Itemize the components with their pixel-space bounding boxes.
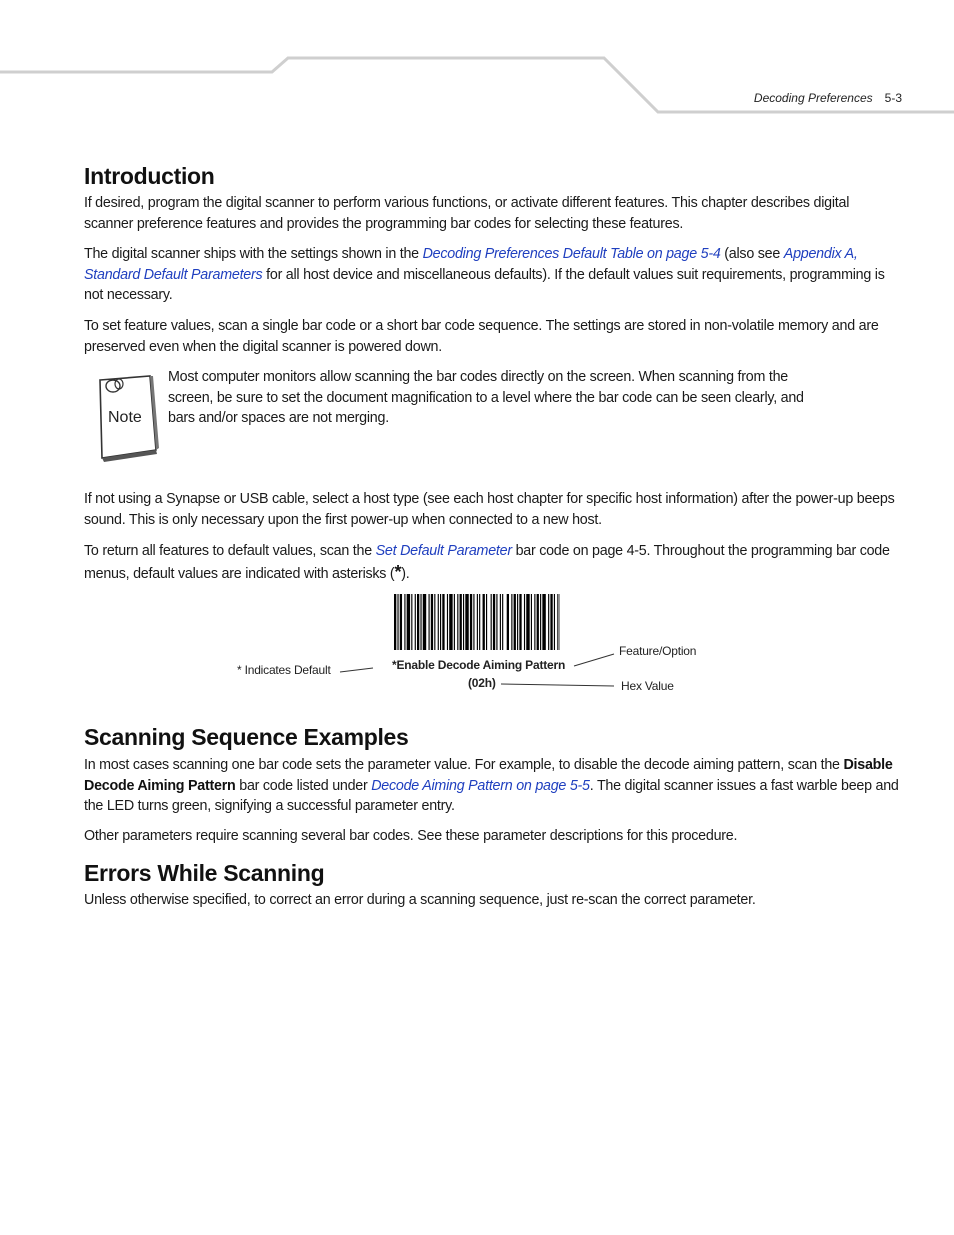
barcode-bar (496, 594, 497, 650)
barcode-bar (404, 594, 405, 650)
barcode-bar (540, 594, 541, 650)
barcode-bar (415, 594, 416, 650)
barcode-bar (514, 594, 516, 650)
intro-paragraph-4: If not using a Synapse or USB cable, select a host type (see each host chapter for specific host information) after the power-up beeps sound. This is only necessary upon the first power-up when connected to a new host. (84, 491, 895, 528)
barcode-bar (486, 594, 487, 650)
barcode-bar (440, 594, 441, 650)
note-text: Most computer monitors allow scanning the bar codes directly on the screen. When scanning from the screen, be sure to set the document magnification to a level where the bar code can be seen clearly, and bars and/or spaces are not merging. (168, 369, 804, 426)
barcode-bar (524, 594, 525, 650)
scanning-paragraph-2: Other parameters require scanning several bar codes. See these parameter descriptions for this procedure. (84, 828, 738, 844)
barcode-bar (411, 594, 412, 650)
barcode-bar (557, 594, 558, 650)
barcode-bar (519, 594, 521, 650)
barcode-bar (447, 594, 448, 650)
barcode-bar (537, 594, 539, 650)
barcode-enable-decode-aiming-pattern[interactable] (394, 594, 560, 650)
intro-p5-text-c: ). (401, 565, 410, 582)
intro-p5-text-b: bar code on page 4-5. Throughout the programming bar code menus, default values are indicated with asterisks ( (84, 543, 890, 582)
link-decode-aiming-pattern[interactable]: Decode Aiming Pattern on page 5-5 (371, 777, 590, 794)
intro-p2-text-c: for all host device and miscellaneous defaults). If the default values suit requirements, programming is not necessary. (84, 266, 885, 303)
barcode-bar (554, 594, 555, 650)
intro-paragraph-3: To set feature values, scan a single bar code or a short bar code sequence. The settings are stored in non-volatile memory and are preserved even when the digital scanner is powered down. (84, 318, 879, 355)
barcode-bar (548, 594, 549, 650)
barcode-bar (470, 594, 472, 650)
barcode-bar (431, 594, 433, 650)
barcode-bar (483, 594, 485, 650)
barcode-bar (420, 594, 421, 650)
barcode-bar (407, 594, 410, 650)
intro-p2-text-b: (also see (720, 246, 784, 262)
barcode-bar (463, 594, 464, 650)
scanning-p1-text-a: In most cases scanning one bar code sets the parameter value. For example, to disable the decode aiming pattern, scan the (84, 757, 844, 773)
barcode-bar (429, 594, 430, 650)
barcode-bar (491, 594, 492, 650)
intro-p5-text-a: To return all features to default values, scan the (84, 543, 376, 559)
link-set-default-parameter[interactable]: Set Default Parameter (375, 543, 512, 559)
barcode-bar (502, 594, 503, 650)
barcode-bar (394, 594, 396, 650)
note-label: Note (108, 409, 142, 426)
barcode-bar (460, 594, 462, 650)
scanning-p1-text-c: . The digital scanner issues a fast warble beep and the LED turns green, signifying a successful parameter entry. (84, 777, 899, 814)
barcode-bar (517, 594, 518, 650)
heading-introduction: Introduction (84, 163, 215, 189)
barcode-bar (438, 594, 439, 650)
barcode-bar (477, 594, 478, 650)
barcode-bar (493, 594, 495, 650)
page-number: 5-3 (884, 91, 902, 105)
scanning-paragraph-1 (84, 755, 899, 817)
barcode-bar (473, 594, 474, 650)
barcode-bar (423, 594, 426, 650)
asterisk-symbol: * (394, 561, 402, 582)
barcode-bar (449, 594, 452, 650)
hex-value-code: (02h) (468, 676, 496, 690)
indicates-default-label: * Indicates Default (237, 663, 331, 677)
barcode-bar (542, 594, 545, 650)
feature-option-label: Feature/Option (619, 644, 697, 658)
barcode-bar (465, 594, 468, 650)
barcode-bar (457, 594, 458, 650)
heading-errors-while-scanning: Errors While Scanning (84, 860, 325, 886)
intro-p2-text-a: The digital scanner ships with the settings shown in the (84, 246, 423, 262)
disable-aiming-pattern-bold: Disable Decode Aiming Pattern (84, 757, 893, 794)
link-appendix-a[interactable]: Appendix A, Standard Default Parameters (84, 246, 858, 283)
barcode-bar (417, 594, 419, 650)
barcode-bar (534, 594, 535, 650)
barcode-bar (397, 594, 398, 650)
barcode-bar (511, 594, 512, 650)
barcode-bar (531, 594, 532, 650)
barcode-bar (526, 594, 529, 650)
barcode-bar (400, 594, 402, 650)
barcode-bar (442, 594, 444, 650)
scanning-p1-text-b: bar code listed under (235, 777, 372, 794)
running-head-title: Decoding Preferences (753, 91, 873, 105)
barcode-bar (479, 594, 480, 650)
hex-value-label: Hex Value (621, 679, 674, 693)
link-decoding-defaults-table[interactable]: Decoding Preferences Default Table on page 5-4 (422, 246, 721, 262)
intro-paragraph-2 (84, 244, 899, 306)
feature-option-name: *Enable Decode Aiming Pattern (392, 658, 566, 672)
barcode-bar (454, 594, 455, 650)
running-head (754, 91, 902, 105)
intro-paragraph-1: If desired, program the digital scanner to perform various functions, or activate different features. This chapter describes digital scanner preference features and provides the programming bar codes for selecting these features. (84, 195, 850, 232)
intro-paragraph-5 (84, 541, 899, 584)
barcode-bar (500, 594, 501, 650)
barcode-bar (507, 594, 509, 650)
errors-paragraph-1: Unless otherwise specified, to correct an error during a scanning sequence, just re-scan the correct parameter. (84, 892, 756, 908)
heading-scanning-sequence-examples: Scanning Sequence Examples (84, 724, 409, 750)
barcode-bar (550, 594, 552, 650)
barcode-bar (434, 594, 435, 650)
